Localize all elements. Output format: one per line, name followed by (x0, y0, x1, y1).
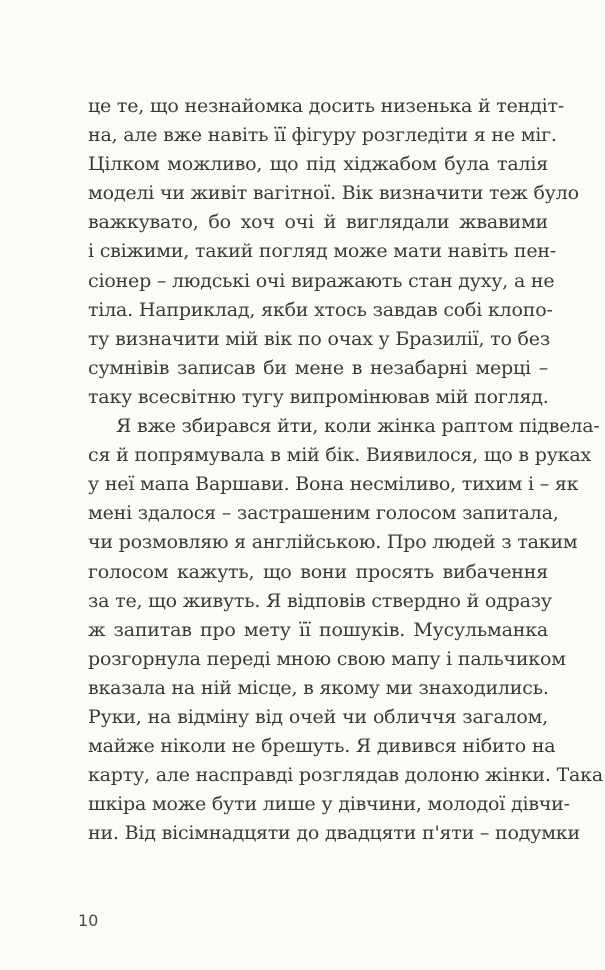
text-line: розгорнула переді мною свою мапу і пальчиком (88, 647, 566, 670)
text-line: таку всесвітню тугу випромінював мій погляд. (88, 385, 549, 408)
text-line: важкувато, бо хоч очі й виглядали жвавими (88, 211, 548, 234)
text-line: шкіра може бути лише у дівчини, молодої дівчи- (88, 793, 570, 816)
text-line: майже ніколи не брешуть. Я дивився нібито на (88, 735, 556, 758)
text-line: ту визначити мій вік по очах у Бразилії, то без (88, 327, 550, 350)
text-line: Я вже збирався йти, коли жінка раптом підвела- (116, 415, 600, 438)
text-line: сіонер – людські очі виражають стан духу, а не (88, 269, 555, 292)
text-line: на, але вже навіть її фігуру розгледіти я не міг. (88, 124, 557, 147)
text-line: Цілком можливо, що під хіджабом була талія (88, 153, 548, 176)
text-line: Руки, на відміну від очей чи обличчя загалом, (88, 705, 548, 728)
text-line: і свіжими, такий погляд може мати навіть пен- (88, 240, 557, 263)
text-line: голосом кажуть, що вони просять вибачення (88, 560, 548, 583)
text-line: у неї мапа Варшави. Вона несміливо, тихим і – як (88, 473, 579, 496)
text-line: моделі чи живіт вагітної. Вік визначити теж було (88, 182, 579, 205)
text-line: чи розмовляю я англійською. Про людей з таким (88, 531, 578, 554)
text-line: сумнівів записав би мене в незабарні мерці – (88, 356, 548, 379)
text-line: це те, що незнайомка досить низенька й тендіт- (88, 95, 565, 117)
page-number: 10 (78, 911, 99, 930)
text-line: ся й попрямувала в мій бік. Виявилося, що в руках (88, 444, 591, 467)
text-line: ж запитав про мету її пошуків. Мусульманка (88, 618, 548, 641)
text-line: ни. Від вісімнадцяти до двадцяти п'яти – подумки (88, 822, 580, 845)
text-line: тіла. Наприклад, якби хтось завдав собі клопо- (88, 298, 553, 321)
text-line: карту, але насправді розглядав долоню жінки. Така (88, 764, 603, 787)
text-line: вказала на ній місце, в якому ми знаходились. (88, 676, 549, 699)
text-line: за те, що живуть. Я відповів ствердно й одразу (88, 589, 552, 612)
body-text (88, 92, 603, 848)
text-line: мені здалося – застрашеним голосом запитала, (88, 502, 559, 525)
